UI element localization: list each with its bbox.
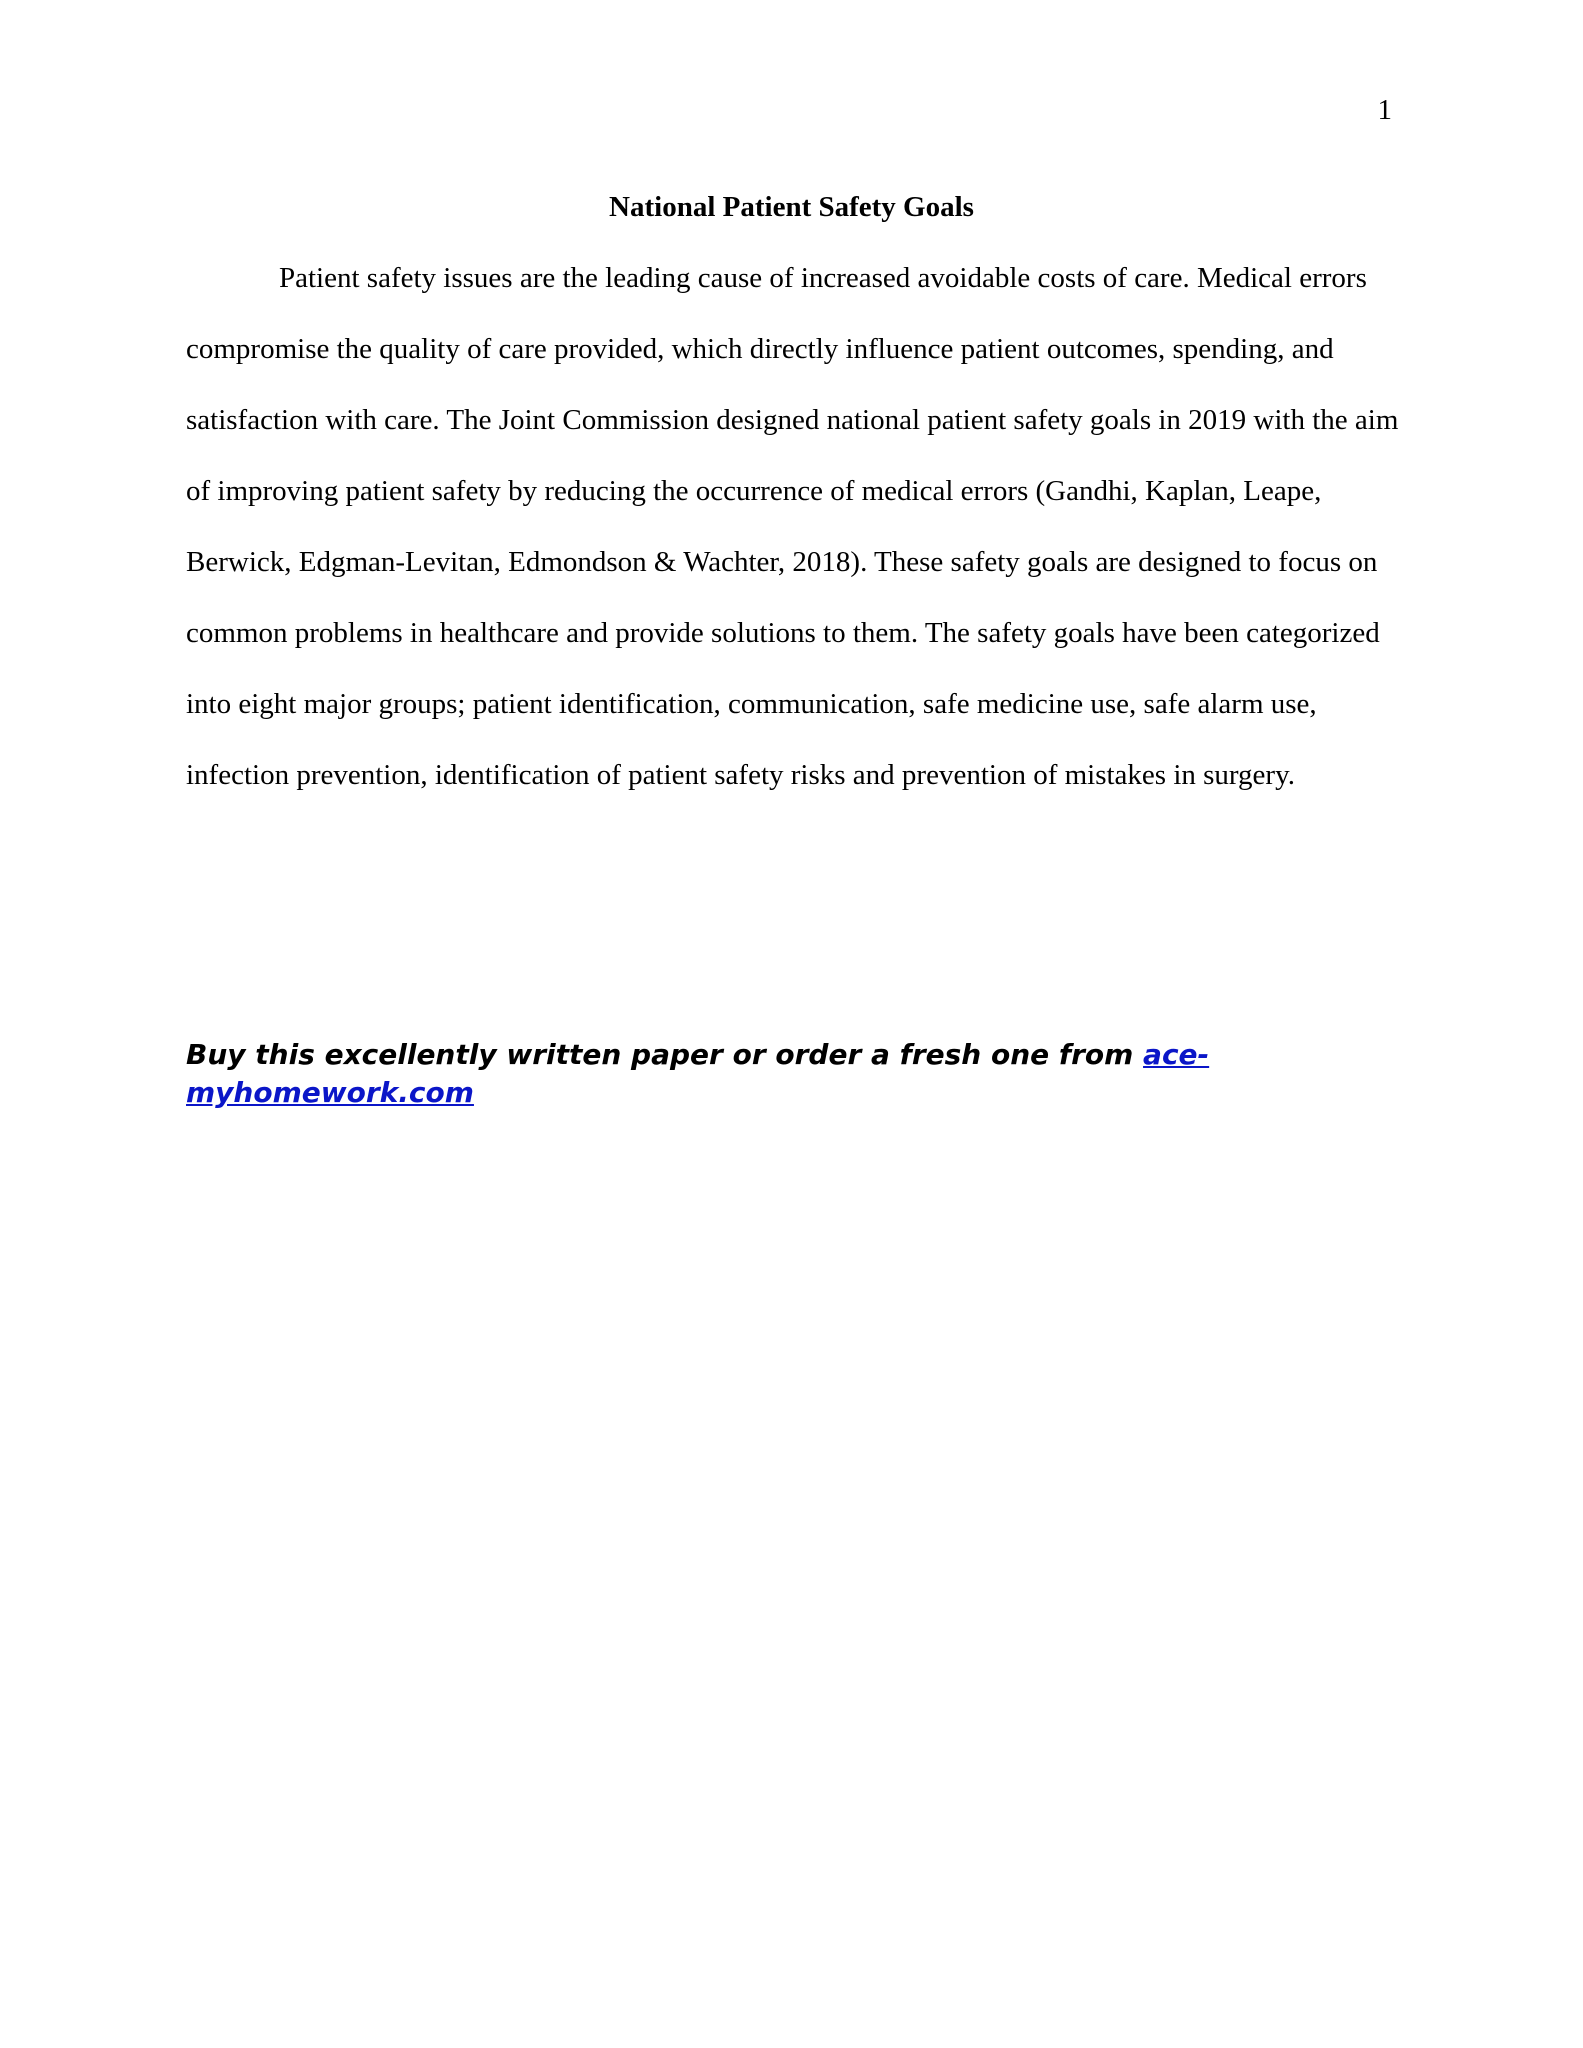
promo-text: Buy this excellently written paper or order a fresh one from bbox=[186, 1038, 1144, 1071]
promo-line bbox=[186, 1036, 1286, 1112]
document-title: National Patient Safety Goals bbox=[609, 191, 974, 223]
promo-link[interactable]: ace-myhomework.com bbox=[186, 1038, 1210, 1109]
page-number: 1 bbox=[1377, 94, 1392, 126]
body-paragraph: Patient safety issues are the leading cause of increased avoidable costs of care. Medical errors compromise the quality of care provided, which directly influence patient outcomes, spending, and satisfaction with care. The Joint Commission designed national patient safety goals in 2019 with the aim of improving patient safety by reducing the occurrence of medical errors (Gandhi, Kaplan, Leape, Berwick, Edgman-Levitan, Edmondson & Wachter, 2018). These safety goals are designed to focus on common problems in healthcare and provide solutions to them. The safety goals have been categorized into eight major groups; patient identification, communication, safe medicine use, safe alarm use, infection prevention, identification of patient safety risks and prevention of mistakes in surgery. bbox=[186, 262, 1399, 791]
